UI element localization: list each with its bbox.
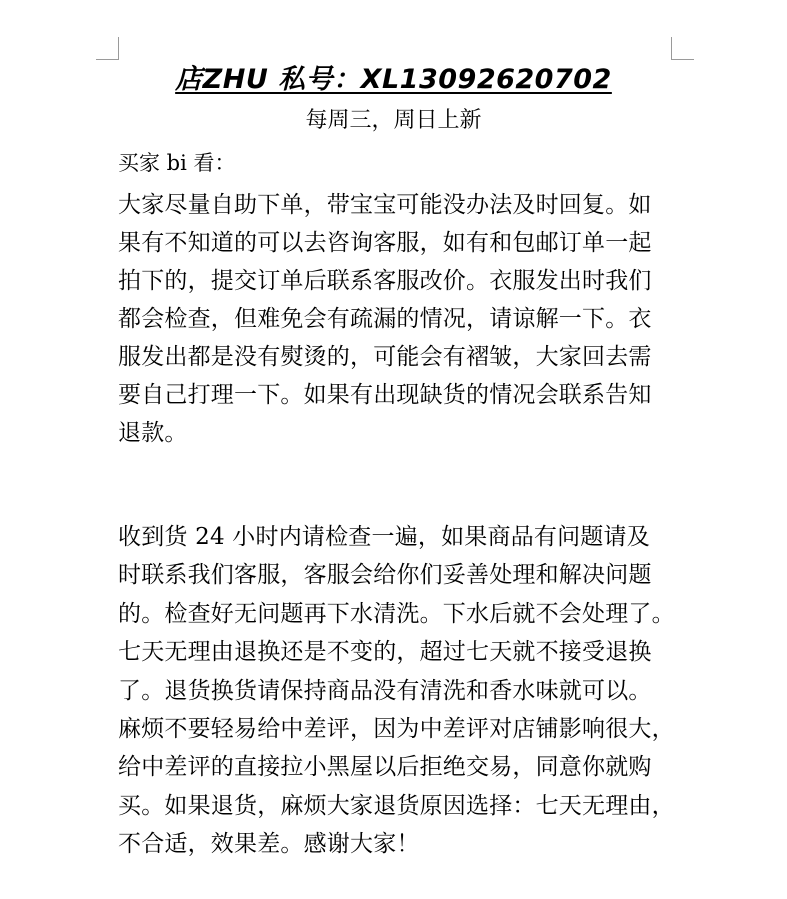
paragraph-line: 七天无理由退换还是不变的，超过七天就不接受退换: [118, 639, 652, 666]
buyer-notice-heading: 买家 bi 看：: [118, 151, 236, 175]
paragraph-line: 退款。: [118, 420, 188, 446]
schedule-subtitle: 每周三，周日上新: [305, 108, 482, 133]
paragraph-returns-policy: [118, 518, 693, 864]
paragraph-line: 的。检查好无问题再下水清洗。下水后就不会处理了。: [118, 600, 675, 627]
paragraph-line: 服发出都是没有熨烫的，可能会有褶皱，大家回去需: [118, 344, 652, 370]
page-title: 店ZHU 私号：XL13092620702: [175, 64, 612, 95]
paragraph-line: 给中差评的直接拉小黑屋以后拒绝交易，同意你就购: [118, 754, 652, 781]
paragraph-line: 时联系我们客服，客服会给你们妥善处理和解决问题: [118, 562, 652, 589]
paragraph-line: 收到货 24 小时内请检查一遍，如果商品有问题请及: [118, 524, 650, 550]
paragraph-ordering-notice: [118, 186, 693, 452]
paragraph-line: 拍下的，提交订单后联系客服改价。衣服发出时我们: [118, 268, 652, 294]
paragraph-line: 要自己打理一下。如果有出现缺货的情况会联系告知: [118, 382, 652, 408]
page-corner-mark-top-right: [671, 37, 694, 60]
paragraph-line: 了。退货换货请保持商品没有清洗和香水味就可以。: [118, 677, 652, 704]
paragraph-line: 果有不知道的可以去咨询客服，如有和包邮订单一起: [118, 230, 652, 256]
paragraph-line: 买。如果退货，麻烦大家退货原因选择：七天无理由，: [118, 792, 675, 819]
paragraph-line: 不合适，效果差。感谢大家！: [118, 831, 420, 858]
paragraph-line: 麻烦不要轻易给中差评，因为中差评对店铺影响很大，: [118, 715, 675, 742]
paragraph-line: 都会检查，但难免会有疏漏的情况，请谅解一下。衣: [118, 306, 652, 332]
paragraph-line: 大家尽量自助下单，带宝宝可能没办法及时回复。如: [118, 192, 652, 218]
page-corner-mark-top-left: [96, 37, 119, 60]
